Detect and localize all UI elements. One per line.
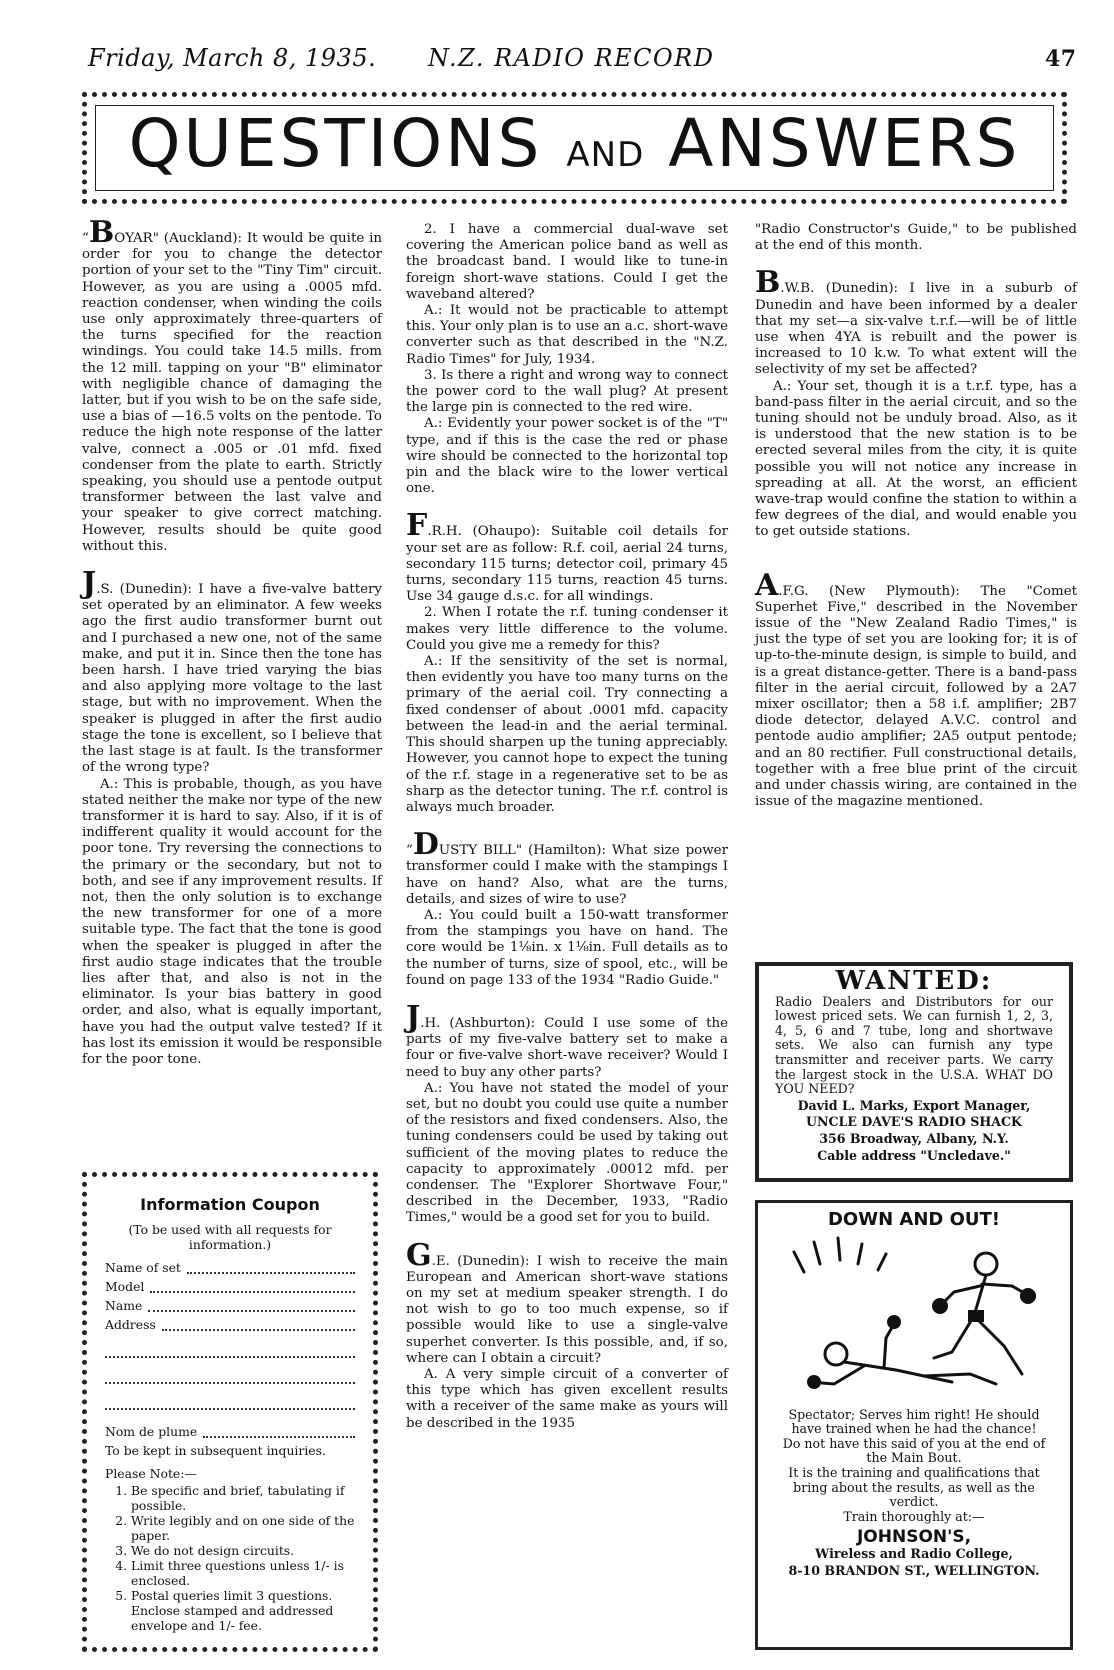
field-address[interactable]: Address	[105, 1317, 355, 1332]
ad-line: It is the training and qualifications that bring about the results, as well as the verdict.	[788, 1464, 1040, 1510]
address-line[interactable]	[105, 1390, 355, 1410]
question-dual-wave: 2. I have a commercial dual-wave set covering the American police band as well as the broadcast band. I would like to tune-in foreign short-wave stations. Could I get the waveband altered?	[406, 222, 728, 302]
title-word-and: AND	[566, 135, 645, 175]
field-nom-de-plume[interactable]: Nom de plume	[105, 1424, 355, 1439]
boxing-illustration	[774, 1234, 1054, 1402]
question-js: J.S. (Dunedin): I have a five-valve battery set operated by an eliminator. A few weeks ago the first audio transformer burnt out and I purchased a new one, not of the same make, and put it in. Since then the tone has been harsh. I have tried varying the bias and also applying more voltage to the last stage, but with no improvement. When the speaker is plugged in after the first audio stage the tone is excellent, so I believe that the last stage is at fault. Is the transformer of the wrong type?	[82, 566, 382, 776]
column-3	[755, 222, 1077, 811]
answer-bwb: A.: Your set, though it is a t.r.f. type, has a band-pass filter in the aerial circuit, and so the tuning should not be unduly broad. Also, as it is understood that the new station is to be erected several miles from the city, it is quite possible you will not notice any increase in spreading at all. At the worst, an efficient wave-trap would confine the station to within a few degrees of the dial, and would enable you to get outside stations.	[755, 378, 1077, 540]
drop-cap: F	[406, 508, 428, 544]
drop-cap: J	[82, 566, 97, 602]
drop-cap: A	[755, 567, 779, 603]
answer-jh: A.: You have not stated the model of your set, but no doubt you could use quite a number of the resistors and fixed condensers. Also, the tuning condensers could be used by taking out sufficient of the moving plates to reduce the capacity to approximately .00012 mfd. per condenser. The "Explorer Shortwave Four," described in the December, 1933, "Radio Times," would be a good set for you to build.	[406, 1080, 728, 1226]
wanted-contact-name: David L. Marks, Export Manager,	[797, 1097, 1031, 1113]
boxing-glove	[932, 1298, 948, 1314]
question-jh: J.H. (Ashburton): Could I use some of the parts of my five-valve battery set to make a four or five-valve short-wave receiver? Would I need to buy any other parts?	[406, 999, 728, 1080]
fallen-arm	[884, 1324, 894, 1368]
drop-cap: B	[88, 215, 115, 250]
ad-spectator-quote: Spectator; Serves him right! He should have trained when he had the chance!	[788, 1406, 1040, 1437]
coupon-note: (To be used with all requests for information.)	[128, 1222, 332, 1252]
plume-note: To be kept in subsequent inquiries.	[105, 1443, 326, 1458]
college-name: JOHNSON'S,	[856, 1527, 972, 1548]
boxer-arm	[982, 1284, 1026, 1294]
answer-boyar: “BOYAR" (Auckland): It would be quite in order for you to change the detector portion of your set to the "Tiny Tim" circuit. However, as you are using a .0005 mfd. reaction condenser, when winding the coils use only approximately three-quarters of the turns specified for the reaction windings. You could take 14.5 mills. from the 12 mill. tapping on your "B" eliminator with negligible chance of damaging the latter, but if you wish to be on the safe side, use a bias of —16.5 volts on the pentode. To reduce the high note response of the latter valve, connect a .005 or .01 mfd. fixed condenser from the plate to earth. Strictly speaking, you should use a pentode output transformer between the last valve and your speaker to give correct matching. However, results should be quite good without this.	[82, 215, 382, 554]
wanted-cable: Cable address "Uncledave."	[817, 1147, 1011, 1163]
wanted-advertisement	[755, 962, 1073, 1182]
coupon-rule: 3. We do not design circuits.	[131, 1543, 355, 1558]
section-banner	[82, 92, 1067, 204]
coupon-rule: 2. Write legibly and on one side of the paper.	[131, 1513, 355, 1543]
field-model[interactable]: Model	[105, 1279, 355, 1294]
question-frh-tuning: 2. When I rotate the r.f. tuning condenser it makes very little difference to the volume. Could you give me a remedy for this?	[406, 605, 728, 653]
information-coupon	[82, 1172, 378, 1652]
column-2	[406, 222, 728, 1432]
question-ge: G.E. (Dunedin): I wish to receive the main European and American short-wave stations on my set at medium speaker strength. I do not wish to go to too much expense, so if possible would like to use a single-valve superhet converter. Is this possible, and, if so, where can I obtain a circuit?	[406, 1237, 728, 1366]
answer-dual-wave: A.: It would not be practicable to attempt this. Your only plan is to use an a.c. short-wave converter such as that described in the "N.Z. Radio Times" for July, 1934.	[406, 303, 728, 367]
boxer-leg	[934, 1316, 974, 1358]
question-bwb: B.W.B. (Dunedin): I live in a suburb of Dunedin and have been informed by a dealer that my set—a six-valve t.r.f.—will be of little use when 4YA is rebuilt and the power is increased to 10 k.w. To what extent will the selectivity of my set be affected?	[755, 265, 1077, 378]
coupon-rules	[105, 1483, 355, 1633]
column-1	[82, 215, 382, 1068]
boxing-glove	[887, 1315, 901, 1329]
coupon-title: Information Coupon	[140, 1195, 320, 1214]
issue-date: Friday, March 8, 1935.	[88, 44, 377, 72]
wanted-company: UNCLE DAVE'S RADIO SHACK	[806, 1114, 1022, 1130]
college-advertisement	[755, 1200, 1073, 1650]
boxer-shorts	[968, 1310, 984, 1322]
answer-power-cord: A.: Evidently your power socket is of the "T" type, and if this is the case the red or phase wire should be connected to the horizontal top pin and the black wire to the lower vertical one.	[406, 416, 728, 497]
drop-cap: G	[406, 1237, 432, 1273]
college-subtitle: Wireless and Radio College,	[815, 1545, 1013, 1561]
address-line[interactable]	[105, 1364, 355, 1384]
drop-cap: D	[412, 827, 439, 863]
drop-cap: J	[406, 999, 421, 1035]
boxer-leg	[974, 1316, 1022, 1374]
coupon-rule: 1. Be specific and brief, tabulating if possible.	[131, 1483, 355, 1513]
coupon-rule: 4. Limit three questions unless 1/- is enclosed.	[131, 1558, 355, 1588]
boxer-arm	[942, 1286, 980, 1304]
wanted-heading: WANTED:	[835, 966, 993, 996]
fallen-body	[844, 1362, 952, 1382]
question-dusty-bill: “DUSTY BILL" (Hamilton): What size power transformer could I make with the stampings I have on hand? Also, what are the turns, details, and sizes of wire to use?	[406, 827, 728, 907]
boxing-glove	[807, 1375, 821, 1389]
please-note: Please Note:—	[105, 1466, 197, 1481]
title-word-questions: QUESTIONS	[128, 105, 543, 182]
wanted-address: 356 Broadway, Albany, N.Y.	[819, 1130, 1009, 1146]
answer-ge-continued: "Radio Constructor's Guide," to be published at the end of this month.	[755, 222, 1077, 254]
title-word-answers: ANSWERS	[668, 105, 1021, 182]
field-name[interactable]: Name	[105, 1298, 355, 1313]
ad-heading: DOWN AND OUT!	[827, 1209, 1001, 1230]
drop-cap: B	[755, 265, 781, 301]
answer-frh-tuning: A.: If the sensitivity of the set is normal, then evidently you have too many turns on the primary of the aerial coil. Try connecting a fixed condenser of about .0001 mfd. capacity between the lead-in and the aerial terminal. This should sharpen up the tuning appreciably. However, you cannot hope to expect the tuning of the r.f. stage in a regenerative set to be as sharp as the detector tuning. The r.f. control is always much broader.	[406, 654, 728, 815]
boxing-glove	[1020, 1288, 1036, 1304]
answer-ge: A. A very simple circuit of a converter of this type which has given excellent results with a receiver of the same make as yours will be described in the 1935	[406, 1367, 728, 1431]
ad-line: Train thoroughly at:—	[843, 1508, 985, 1524]
wanted-body: Radio Dealers and Distributors for our lowest priced sets. We can furnish 1, 2, 3, 4, 5, 6 and 7 tube, long and shortwave sets. We also can furnish any type transmitter and receiver parts. We carry the largest stock in the U.S.A. WHAT DO YOU NEED?	[775, 993, 1053, 1097]
answer-frh: F.R.H. (Ohaupo): Suitable coil details for your set are as follow: R.f. coil, aerial 24 turns, secondary 115 turns; detector coil, primary 45 turns, secondary 115 turns, reaction 45 turns. Use 34 gauge d.s.c. for all windings.	[406, 508, 728, 605]
ad-line: Do not have this said of you at the end of the Main Bout.	[782, 1435, 1046, 1466]
college-address: 8-10 BRANDON ST., WELLINGTON.	[788, 1562, 1040, 1578]
answer-afg: A.F.G. (New Plymouth): The "Comet Superhet Five," described in the November issue of the "New Zealand Radio Times," is just the type of set you are looking for; it is of up-to-the-minute design, is simple to build, and is a great distance-getter. There is a band-pass filter in the aerial circuit, followed by a 2A7 mixer oscillator; then a 58 i.f. amplifier; 2B7 diode detector, delayed A.V.C. control and pentode audio amplifier; 2A5 output pentode; and an 80 rectifier. Full constructional details, together with a free blue print of the circuit and under chassis wiring, are contained in the issue of the magazine mentioned.	[755, 567, 1077, 810]
answer-dusty-bill: A.: You could built a 150-watt transformer from the stampings you have on hand. The core would be 1⅛in. x 1⅛in. Full details as to the number of turns, size of spool, etc., will be found on page 133 of the 1934 "Radio Guide."	[406, 907, 728, 988]
coupon-rule: 5. Postal queries limit 3 questions. Enclose stamped and addressed envelope and 1/- fee.	[131, 1588, 355, 1633]
field-name-of-set[interactable]: Name of set	[105, 1260, 355, 1275]
section-title	[87, 105, 1062, 182]
boxer-head	[975, 1253, 997, 1275]
motion-lines	[794, 1238, 886, 1272]
answer-js: A.: This is probable, though, as you have stated neither the make nor type of the new transformer it is hard to say. Also, if it is of indifferent quality it would account for the poor tone. Try reversing the connections to the primary or the secondary, but not to both, and see if any improvement results. If not, then the only solution is to exchange the new transformer for one of a more suitable type. The fact that the tone is good when the speaker is plugged in after the first audio stage indicates that the trouble lies after that, and also is not in the eliminator. Is your bias battery in good order, and also, what is equally important, have you had the output valve tested? If it has lost its emission it would be responsible for the poor tone.	[82, 776, 382, 1067]
boxer-torso	[974, 1275, 986, 1316]
publication-title: N.Z. RADIO RECORD	[428, 44, 715, 72]
page-number: 47	[1045, 46, 1077, 72]
address-line[interactable]	[105, 1338, 355, 1358]
question-power-cord: 3. Is there a right and wrong way to connect the power cord to the wall plug? At present the large pin is connected to the red wire.	[406, 367, 728, 416]
